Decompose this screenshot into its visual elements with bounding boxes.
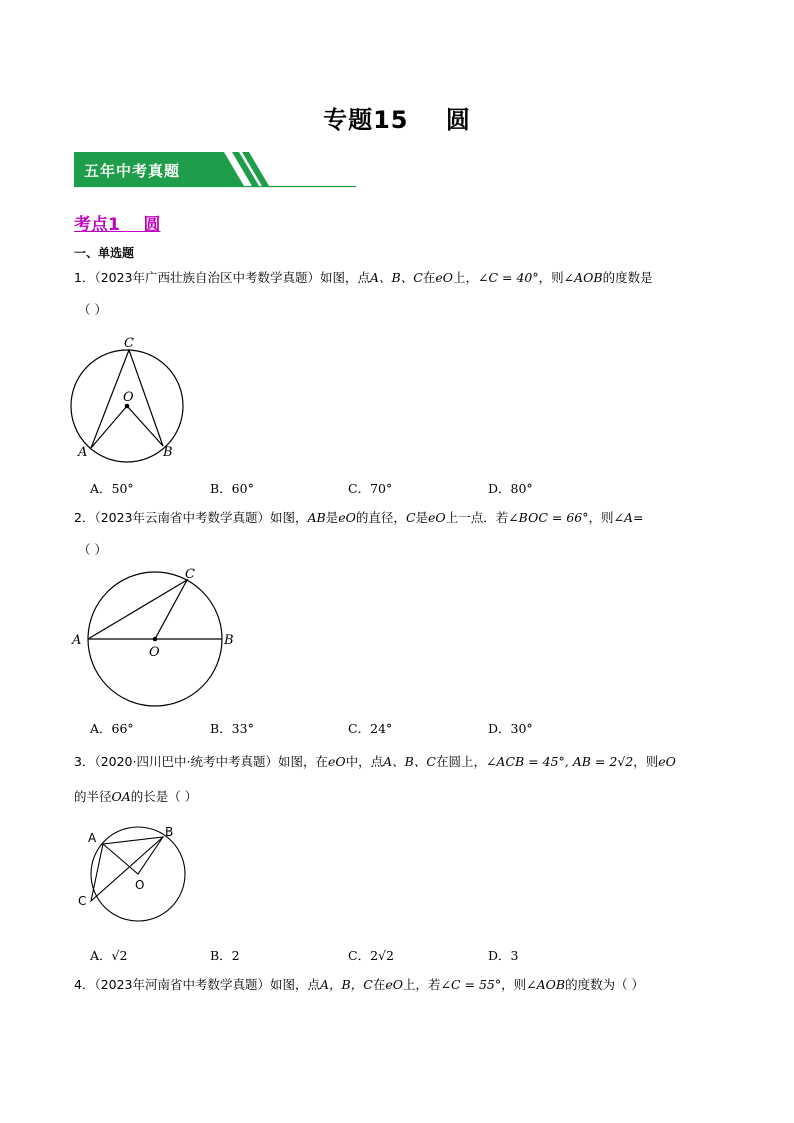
q3-label-o: O: [135, 878, 145, 892]
q1-option-b[interactable]: B．60°: [210, 481, 254, 496]
question-type-heading: 一、单选题: [74, 246, 135, 260]
question-2-figure: [66, 562, 246, 712]
q3-label-a: A: [88, 831, 97, 845]
q1-option-d[interactable]: D．80°: [488, 481, 533, 496]
q1-option-c[interactable]: C．70°: [348, 481, 393, 496]
q3-option-b[interactable]: B．2: [210, 948, 240, 963]
q2-label-a: A: [72, 633, 82, 648]
q2-label-o: O: [149, 645, 160, 660]
q2-option-d[interactable]: D．30°: [488, 721, 533, 736]
q1-label-o: O: [123, 390, 134, 405]
question-2-text: 2．（2023年云南省中考数学真题）如图，AB是eO的直径，C是eO上一点．若∠BOC = 66°，则∠A=: [74, 510, 644, 525]
q3-option-c[interactable]: C．2√2: [348, 948, 394, 963]
q3-label-c: C: [78, 894, 87, 908]
q3-option-a[interactable]: A．√2: [90, 948, 128, 963]
q3-label-b: B: [165, 825, 174, 839]
q2-option-b[interactable]: B．33°: [210, 721, 254, 736]
question-1-answer-blank: （ ）: [78, 302, 107, 317]
q2-option-a[interactable]: A．66°: [90, 721, 134, 736]
q2-label-b: B: [224, 633, 234, 648]
question-2-answer-blank: （ ）: [78, 542, 107, 557]
q3-option-d[interactable]: D．3: [488, 948, 519, 963]
question-3-figure: [72, 822, 202, 922]
q2-option-c[interactable]: C．24°: [348, 721, 393, 736]
section-banner-label: 五年中考真题: [84, 162, 181, 180]
question-4-text: 4．（2023年河南省中考数学真题）如图，点A，B，C在eO上，若∠C = 55°，则∠AOB的度数为（ ）: [74, 977, 645, 992]
q2-label-c: C: [185, 567, 195, 582]
question-3-text: 3．（2020·四川巴中·统考中考真题）如图，在eO中，点A、B、C在圆上，∠ACB = 45°, AB = 2√2，则eO: [74, 754, 676, 769]
question-3-text-line2: 的半径OA的长是（ ）: [74, 789, 198, 804]
question-1-figure: [66, 330, 216, 465]
question-1-text: 1．（2023年广西壮族自治区中考数学真题）如图，点A、B、C在eO上，∠C = 40°，则∠AOB的度数是: [74, 270, 653, 285]
page-title: 专题15 圆: [323, 106, 471, 134]
q1-option-a[interactable]: A．50°: [90, 481, 134, 496]
q1-label-a: A: [78, 445, 88, 460]
q1-label-b: B: [163, 445, 173, 460]
topic-heading: 考点1 圆: [74, 215, 161, 235]
q1-label-c: C: [124, 336, 134, 351]
